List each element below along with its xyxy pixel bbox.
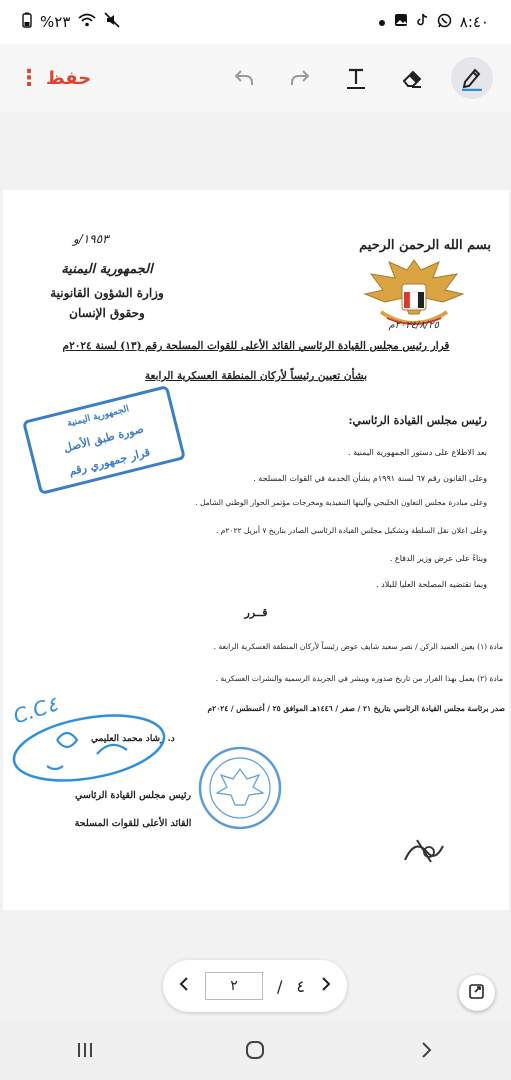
stamp-line: صورة طبق الأصل bbox=[62, 422, 146, 455]
preamble-line: وعلى القانون رقم ٦٧ لسنة ١٩٩١م بشأن الخدمة في القوات المسلحة . bbox=[253, 474, 487, 483]
status-right bbox=[378, 13, 489, 32]
signer-name: د. رشاد محمد العليمي bbox=[91, 734, 175, 744]
battery-icon bbox=[22, 12, 32, 32]
back-icon[interactable] bbox=[406, 1030, 446, 1070]
total-pages: ٤ bbox=[296, 976, 305, 996]
pen-icon[interactable] bbox=[451, 57, 493, 99]
clock-time: ٨:٤٠ bbox=[459, 13, 489, 31]
editor-toolbar bbox=[0, 44, 511, 112]
pin-icon bbox=[468, 982, 486, 1004]
preamble-line: وبما تقتضيه المصلحة العليا للبلاد . bbox=[376, 580, 487, 589]
eraser-icon[interactable] bbox=[395, 61, 429, 95]
tool-group bbox=[227, 57, 493, 99]
mute-icon bbox=[104, 12, 120, 32]
text-icon[interactable] bbox=[339, 61, 373, 95]
stamp-line: الجمهورية اليمنية bbox=[66, 403, 131, 429]
undo-icon[interactable] bbox=[227, 61, 261, 95]
handwritten-date: ٢٠٢٤/٨/٢٥م bbox=[388, 320, 439, 331]
reference-number: ١٩٥٣/و bbox=[73, 232, 109, 246]
wifi-icon bbox=[78, 13, 96, 31]
page-separator: / bbox=[277, 976, 283, 996]
dot-icon bbox=[378, 13, 386, 31]
decree-subtitle: بشأن تعيين رئيساً لأركان المنطقة العسكرية الرابعة bbox=[144, 370, 368, 382]
article-line: مادة (١) يعين العميد الركن / نصر سعيد شايف عوض رئيساً لأركان المنطقة العسكرية الرابعة . bbox=[213, 642, 503, 651]
whatsapp-icon bbox=[437, 13, 452, 32]
kebab-icon[interactable]: ⋮ bbox=[18, 65, 40, 91]
stamp-true-copy bbox=[22, 385, 186, 495]
battery-percent: %٢٣ bbox=[40, 13, 71, 31]
handwritten-note: C.C٤ bbox=[10, 691, 61, 729]
preamble-line: وعلى اعلان نقل السلطة وتشكيل مجلس القيادة الرئاسي الصادر بتاريخ ٧ أبريل ٢٠٢٢م . bbox=[215, 526, 487, 535]
preamble-line: وبناءً على عرض وزير الدفاع . bbox=[389, 554, 487, 563]
gallery-icon bbox=[394, 13, 408, 31]
recent-apps-icon[interactable] bbox=[65, 1030, 105, 1070]
ministry-country: الجمهورية اليمنية bbox=[61, 262, 153, 277]
stamp-line: قرار جمهوري رقم bbox=[67, 445, 152, 479]
round-seal bbox=[197, 745, 283, 831]
pin-to-screen-button[interactable] bbox=[459, 975, 495, 1011]
document-page[interactable] bbox=[3, 190, 509, 910]
status-bar bbox=[0, 0, 511, 44]
page-navigator bbox=[163, 960, 347, 1012]
decided-heading: قــرر bbox=[244, 606, 268, 619]
article-line: مادة (٢) يعمل بهذا القرار من تاريخ صدوره وينشر في الجريدة الرسمية والنشرات العسكرية . bbox=[215, 674, 503, 683]
decree-address: رئيس مجلس القيادة الرئاسي: bbox=[348, 414, 487, 427]
signer-title: رئيس مجلس القيادة الرئاسي bbox=[74, 790, 192, 801]
ministry-division: وحقوق الإنسان bbox=[69, 306, 145, 320]
next-page-icon[interactable] bbox=[319, 976, 333, 996]
tiktok-icon bbox=[416, 13, 429, 31]
save-button[interactable]: حفظ bbox=[46, 67, 92, 89]
current-page-input[interactable]: ٢ bbox=[205, 972, 263, 1000]
status-left bbox=[22, 12, 120, 32]
decree-title: قرار رئيس مجلس القيادة الرئاسي القائد الأعلى للقوات المسلحة رقم (١٣) لسنة ٢٠٢٤م bbox=[62, 340, 450, 352]
signer-title: القائد الأعلى للقوات المسلحة bbox=[74, 818, 192, 829]
ministry-name: وزارة الشؤون القانونية bbox=[50, 286, 164, 300]
basmala: بسم الله الرحمن الرحيم bbox=[359, 238, 491, 253]
home-icon[interactable] bbox=[235, 1030, 275, 1070]
preamble-line: وعلى مبادرة مجلس التعاون الخليجي وآليتها التنفيذية ومخرجات مؤتمر الحوار الوطني الشامل . bbox=[195, 498, 487, 507]
prev-page-icon[interactable] bbox=[177, 976, 191, 996]
issued-line: صدر برئاسة مجلس القيادة الرئاسي بتاريخ ٢١ / صفر / ١٤٤٦هـ الموافق ٢٥ / أغسطس / ٢٠٢٤م bbox=[207, 704, 505, 713]
preamble-line: بعد الاطلاع على دستور الجمهورية اليمنية . bbox=[347, 448, 487, 457]
redo-icon[interactable] bbox=[283, 61, 317, 95]
system-nav-bar bbox=[0, 1020, 511, 1080]
signature-mark bbox=[399, 830, 449, 870]
